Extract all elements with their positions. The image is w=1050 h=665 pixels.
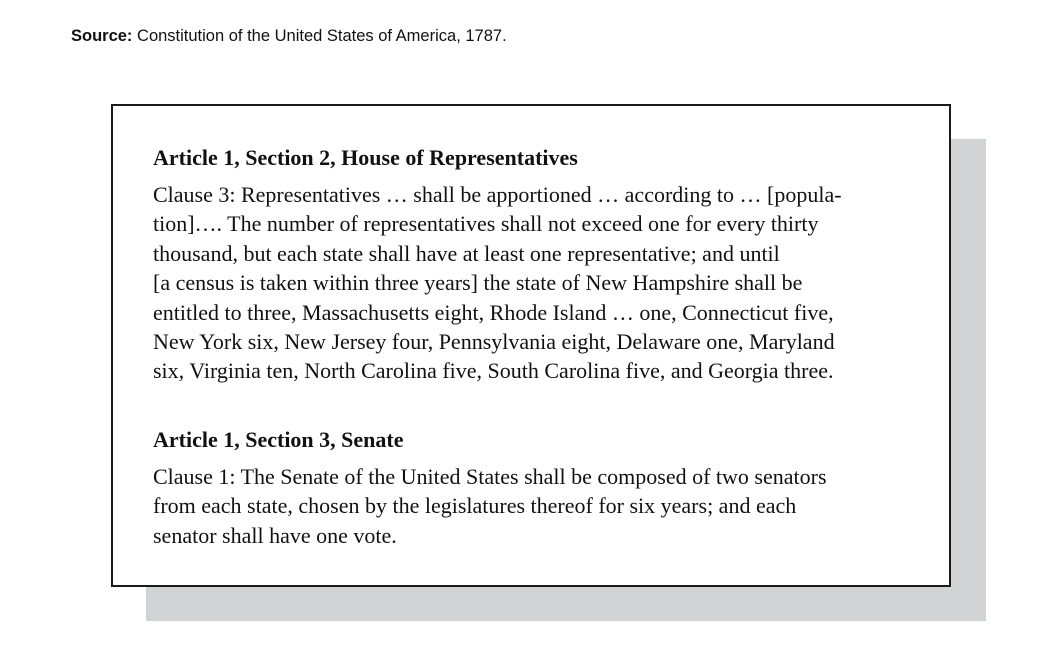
clause-line: six, Virginia ten, North Carolina five, South Carolina five, and Georgia three. — [153, 358, 834, 384]
section-heading: Article 1, Section 2, House of Representatives — [153, 145, 578, 170]
source-label: Source: — [71, 27, 133, 45]
clause-line: senator shall have one vote. — [153, 522, 397, 548]
document-excerpt-box — [111, 104, 951, 587]
clause-line: tion]…. The number of representatives shall not exceed one for every thirty — [153, 211, 819, 237]
source-text: Constitution of the United States of America, 1787. — [132, 27, 507, 45]
clause-line: Clause 1: The Senate of the United States shall be composed of two senators — [153, 463, 827, 489]
clause-line: [a census is taken within three years] the state of New Hampshire shall be — [153, 270, 803, 296]
clause-line: from each state, chosen by the legislatures thereof for six years; and each — [153, 493, 797, 519]
section-senate — [153, 426, 923, 550]
clause-text — [153, 180, 923, 386]
clause-line: New York six, New Jersey four, Pennsylvania eight, Delaware one, Maryland — [153, 329, 835, 355]
source-citation — [71, 27, 507, 46]
clause-line: Clause 3: Representatives … shall be apportioned … according to … [popula- — [153, 182, 842, 207]
section-heading: Article 1, Section 3, Senate — [153, 426, 404, 452]
clause-line: thousand, but each state shall have at least one representative; and until — [153, 240, 780, 266]
clause-text — [153, 462, 923, 550]
excerpt-content — [153, 144, 923, 550]
clause-line: entitled to three, Massachusetts eight, Rhode Island … one, Connecticut five, — [153, 299, 834, 325]
section-house-of-representatives — [153, 144, 923, 386]
